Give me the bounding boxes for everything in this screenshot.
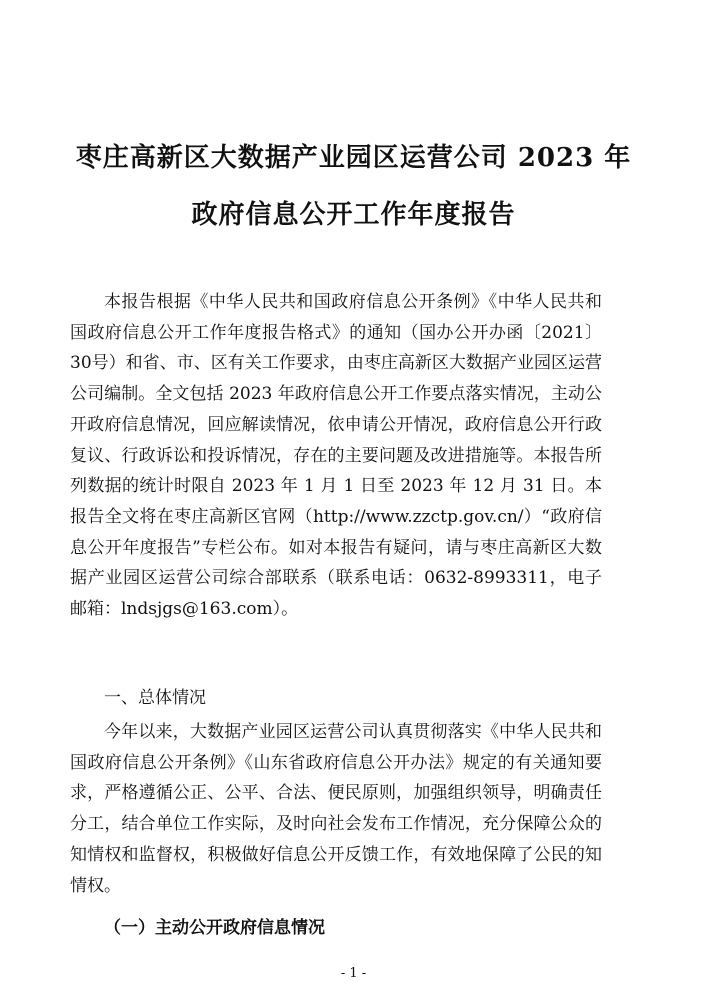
document-title-line-1: 枣庄高新区大数据产业园区运营公司 2023 年 [75, 143, 632, 173]
subsection-heading-active-disclosure: （一）主动公开政府信息情况 [104, 918, 325, 938]
section-heading-overall: 一、总体情况 [104, 688, 206, 708]
intro-paragraph: 本报告根据《中华人民共和国政府信息公开条例》《中华人民共和国政府信息公开工作年度报告格式》的通知（国办公开办函〔2021〕30号）和省、市、区有关工作要求，由枣庄高新区大数据产业园区运营公司编制。全文包括 2023 年政府信息公开工作要点落实情况，主动公开政府信息情况，回应解读情况，依申请公开情况，政府信息公开行政复议、行政诉讼和投诉情况，存在的主要问题及改进措施等。本报告所列数据的统计时限自 2023 年 1 月 1 日至 2023 年 12 月 31 日。本报告全文将在枣庄高新区官网（http://www.zzctp.gov.cn/）“政府信息公开年度报告”专栏公布。如对本报告有疑问，请与枣庄高新区大数据产业园区运营公司综合部联系（联系电话：0632-8993311，电子邮箱：lndsjgs@163.com）。 [70, 292, 602, 620]
document-title-line-2: 政府信息公开工作年度报告 [191, 200, 516, 230]
overall-situation-paragraph: 今年以来，大数据产业园区运营公司认真贯彻落实《中华人民共和国政府信息公开条例》《山东省政府信息公开办法》规定的有关通知要求，严格遵循公正、公平、合法、便民原则，加强组织领导，明确责任分工，结合单位工作实际，及时向社会发布工作情况，充分保障公众的知情权和监督权，积极做好信息公开反馈工作，有效地保障了公民的知情权。 [70, 722, 602, 896]
page-number: - 1 - [340, 966, 367, 981]
